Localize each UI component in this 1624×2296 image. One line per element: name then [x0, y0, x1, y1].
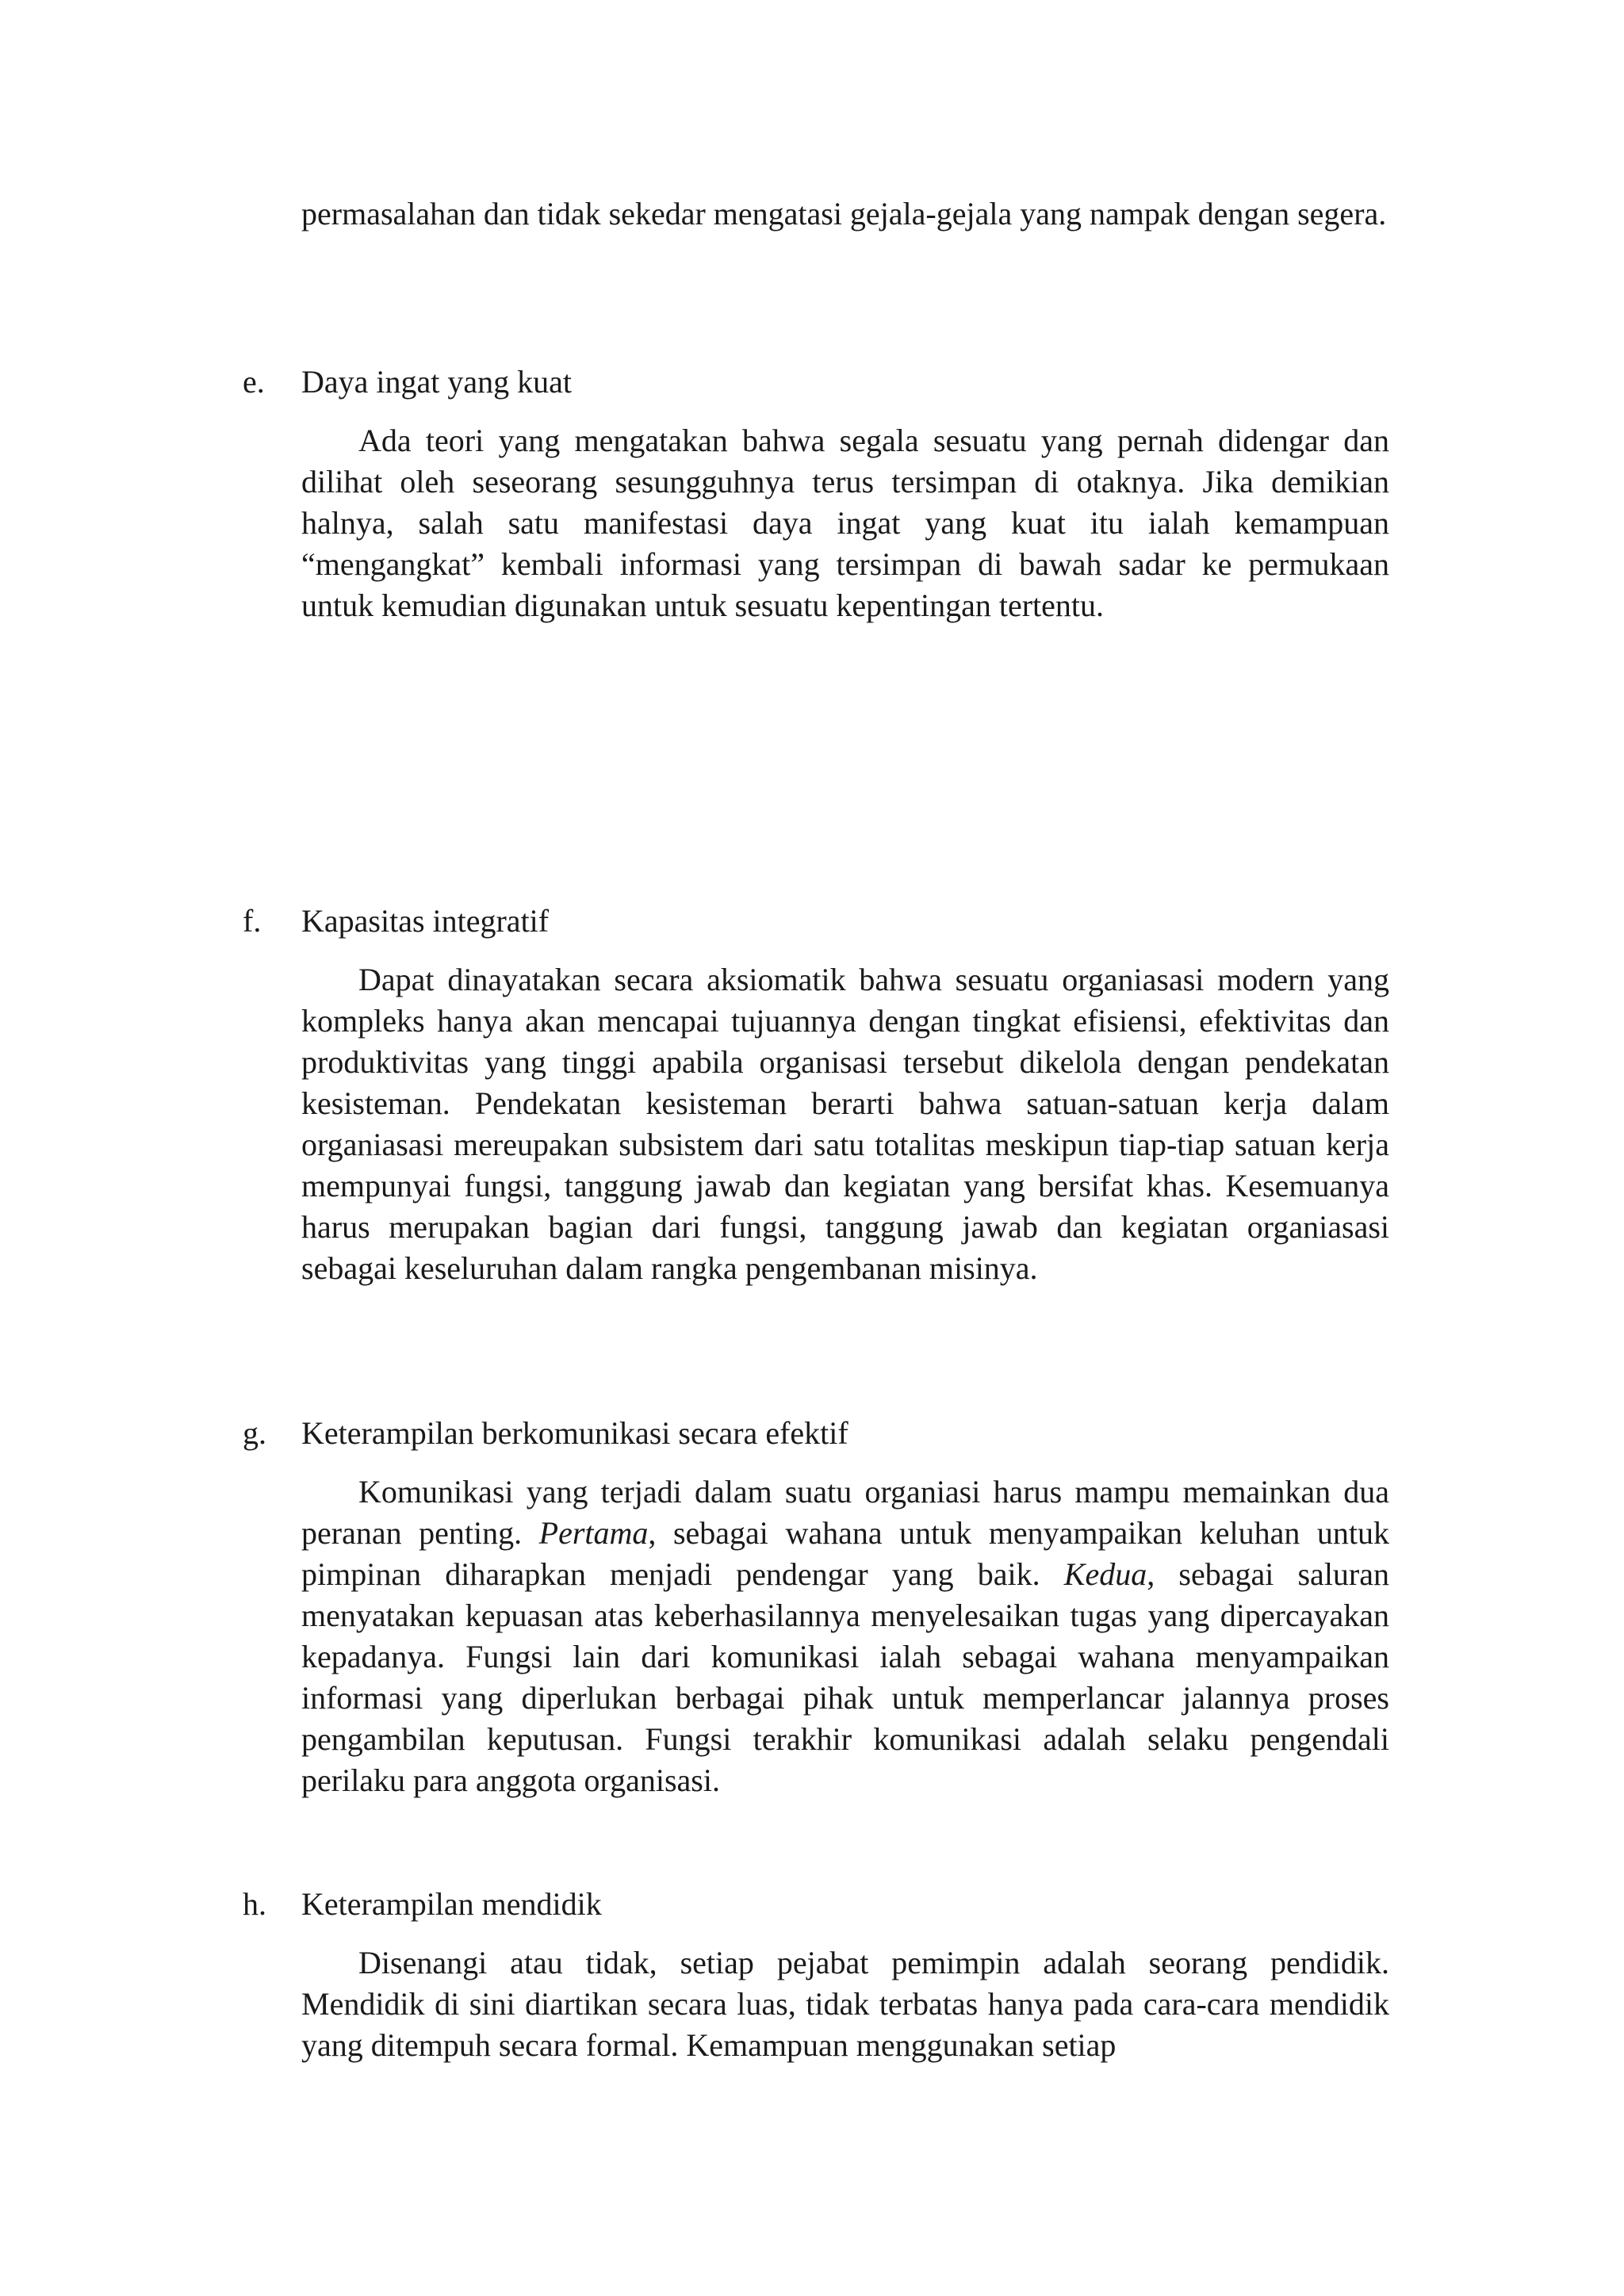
continuation-paragraph — [301, 193, 1389, 235]
section-g-body — [301, 1471, 1389, 1801]
section-g-emphasis-pertama: Pertama — [538, 1515, 649, 1551]
section-e-title: Daya ingat yang kuat — [301, 364, 572, 400]
section-g-heading — [243, 1413, 848, 1454]
section-g-text-part2: , sebagai wahana untuk menyampaikan keluhan untuk pimpinan diharapkan menjadi pendengar yang baik. — [301, 1515, 1389, 1592]
continuation-text: permasalahan dan tidak sekedar mengatasi gejala-gejala yang nampak dengan segera. — [301, 196, 1387, 232]
section-e-heading — [243, 362, 572, 403]
section-h-paragraph: Disenangi atau tidak, setiap pejabat pemimpin adalah seorang pendidik. Mendidik di sini diartikan secara luas, tidak terbatas hanya pada cara-cara mendidik yang ditempuh secara formal. Kemampuan menggunakan setiap — [301, 1945, 1389, 2063]
section-g-letter: g. — [243, 1415, 266, 1451]
section-h-body — [301, 1942, 1389, 2066]
section-g-text-part3: , sebagai saluran menyatakan kepuasan atas keberhasilannya menyelesaikan tugas yang dipercayakan kepadanya. Fungsi lain dari komunikasi ialah sebagai wahana menyampaikan informasi yang diperlukan berbagai pihak untuk memperlancar jalannya proses pengambilan keputusan. Fungsi terakhir komunikasi adalah selaku pengendali perilaku para anggota organisasi. — [301, 1556, 1389, 1798]
section-e-letter: e. — [243, 364, 265, 400]
section-h-heading — [243, 1884, 602, 1925]
section-g-emphasis-kedua: Kedua — [1063, 1556, 1147, 1592]
section-h-letter: h. — [243, 1886, 266, 1922]
section-f-paragraph: Dapat dinayatakan secara aksiomatik bahwa sesuatu organiasasi modern yang kompleks hanya akan mencapai tujuannya dengan tingkat efisiensi, efektivitas dan produktivitas yang tinggi apabila organisasi tersebut dikelola dengan pendekatan kesisteman. Pendekatan kesisteman berarti bahwa satuan-satuan kerja dalam organiasasi mereupakan subsistem dari satu totalitas meskipun tiap-tiap satuan kerja mempunyai fungsi, tanggung jawab dan kegiatan yang bersifat khas. Kesemuanya harus merupakan bagian dari fungsi, tanggung jawab dan kegiatan organiasasi sebagai keseluruhan dalam rangka pengembanan misinya. — [301, 962, 1389, 1286]
section-f-heading — [243, 901, 549, 942]
section-g-title: Keterampilan berkomunikasi secara efektif — [301, 1415, 848, 1451]
section-e-body — [301, 420, 1389, 626]
section-f-letter: f. — [243, 903, 262, 939]
section-h-title: Keterampilan mendidik — [301, 1886, 602, 1922]
section-e-paragraph: Ada teori yang mengatakan bahwa segala sesuatu yang pernah didengar dan dilihat oleh seseorang sesungguhnya terus tersimpan di otaknya. Jika demikian halnya, salah satu manifestasi daya ingat yang kuat itu ialah kemampuan “mengangkat” kembali informasi yang tersimpan di bawah sadar ke permukaan untuk kemudian digunakan untuk sesuatu kepentingan tertentu. — [301, 423, 1389, 623]
section-f-title: Kapasitas integratif — [301, 903, 550, 939]
section-g-paragraph — [301, 1471, 1389, 1801]
section-f-body — [301, 959, 1389, 1289]
section-g-text-part1: Komunikasi yang terjadi dalam suatu organiasi harus mampu memainkan dua peranan penting. — [301, 1474, 1389, 1551]
